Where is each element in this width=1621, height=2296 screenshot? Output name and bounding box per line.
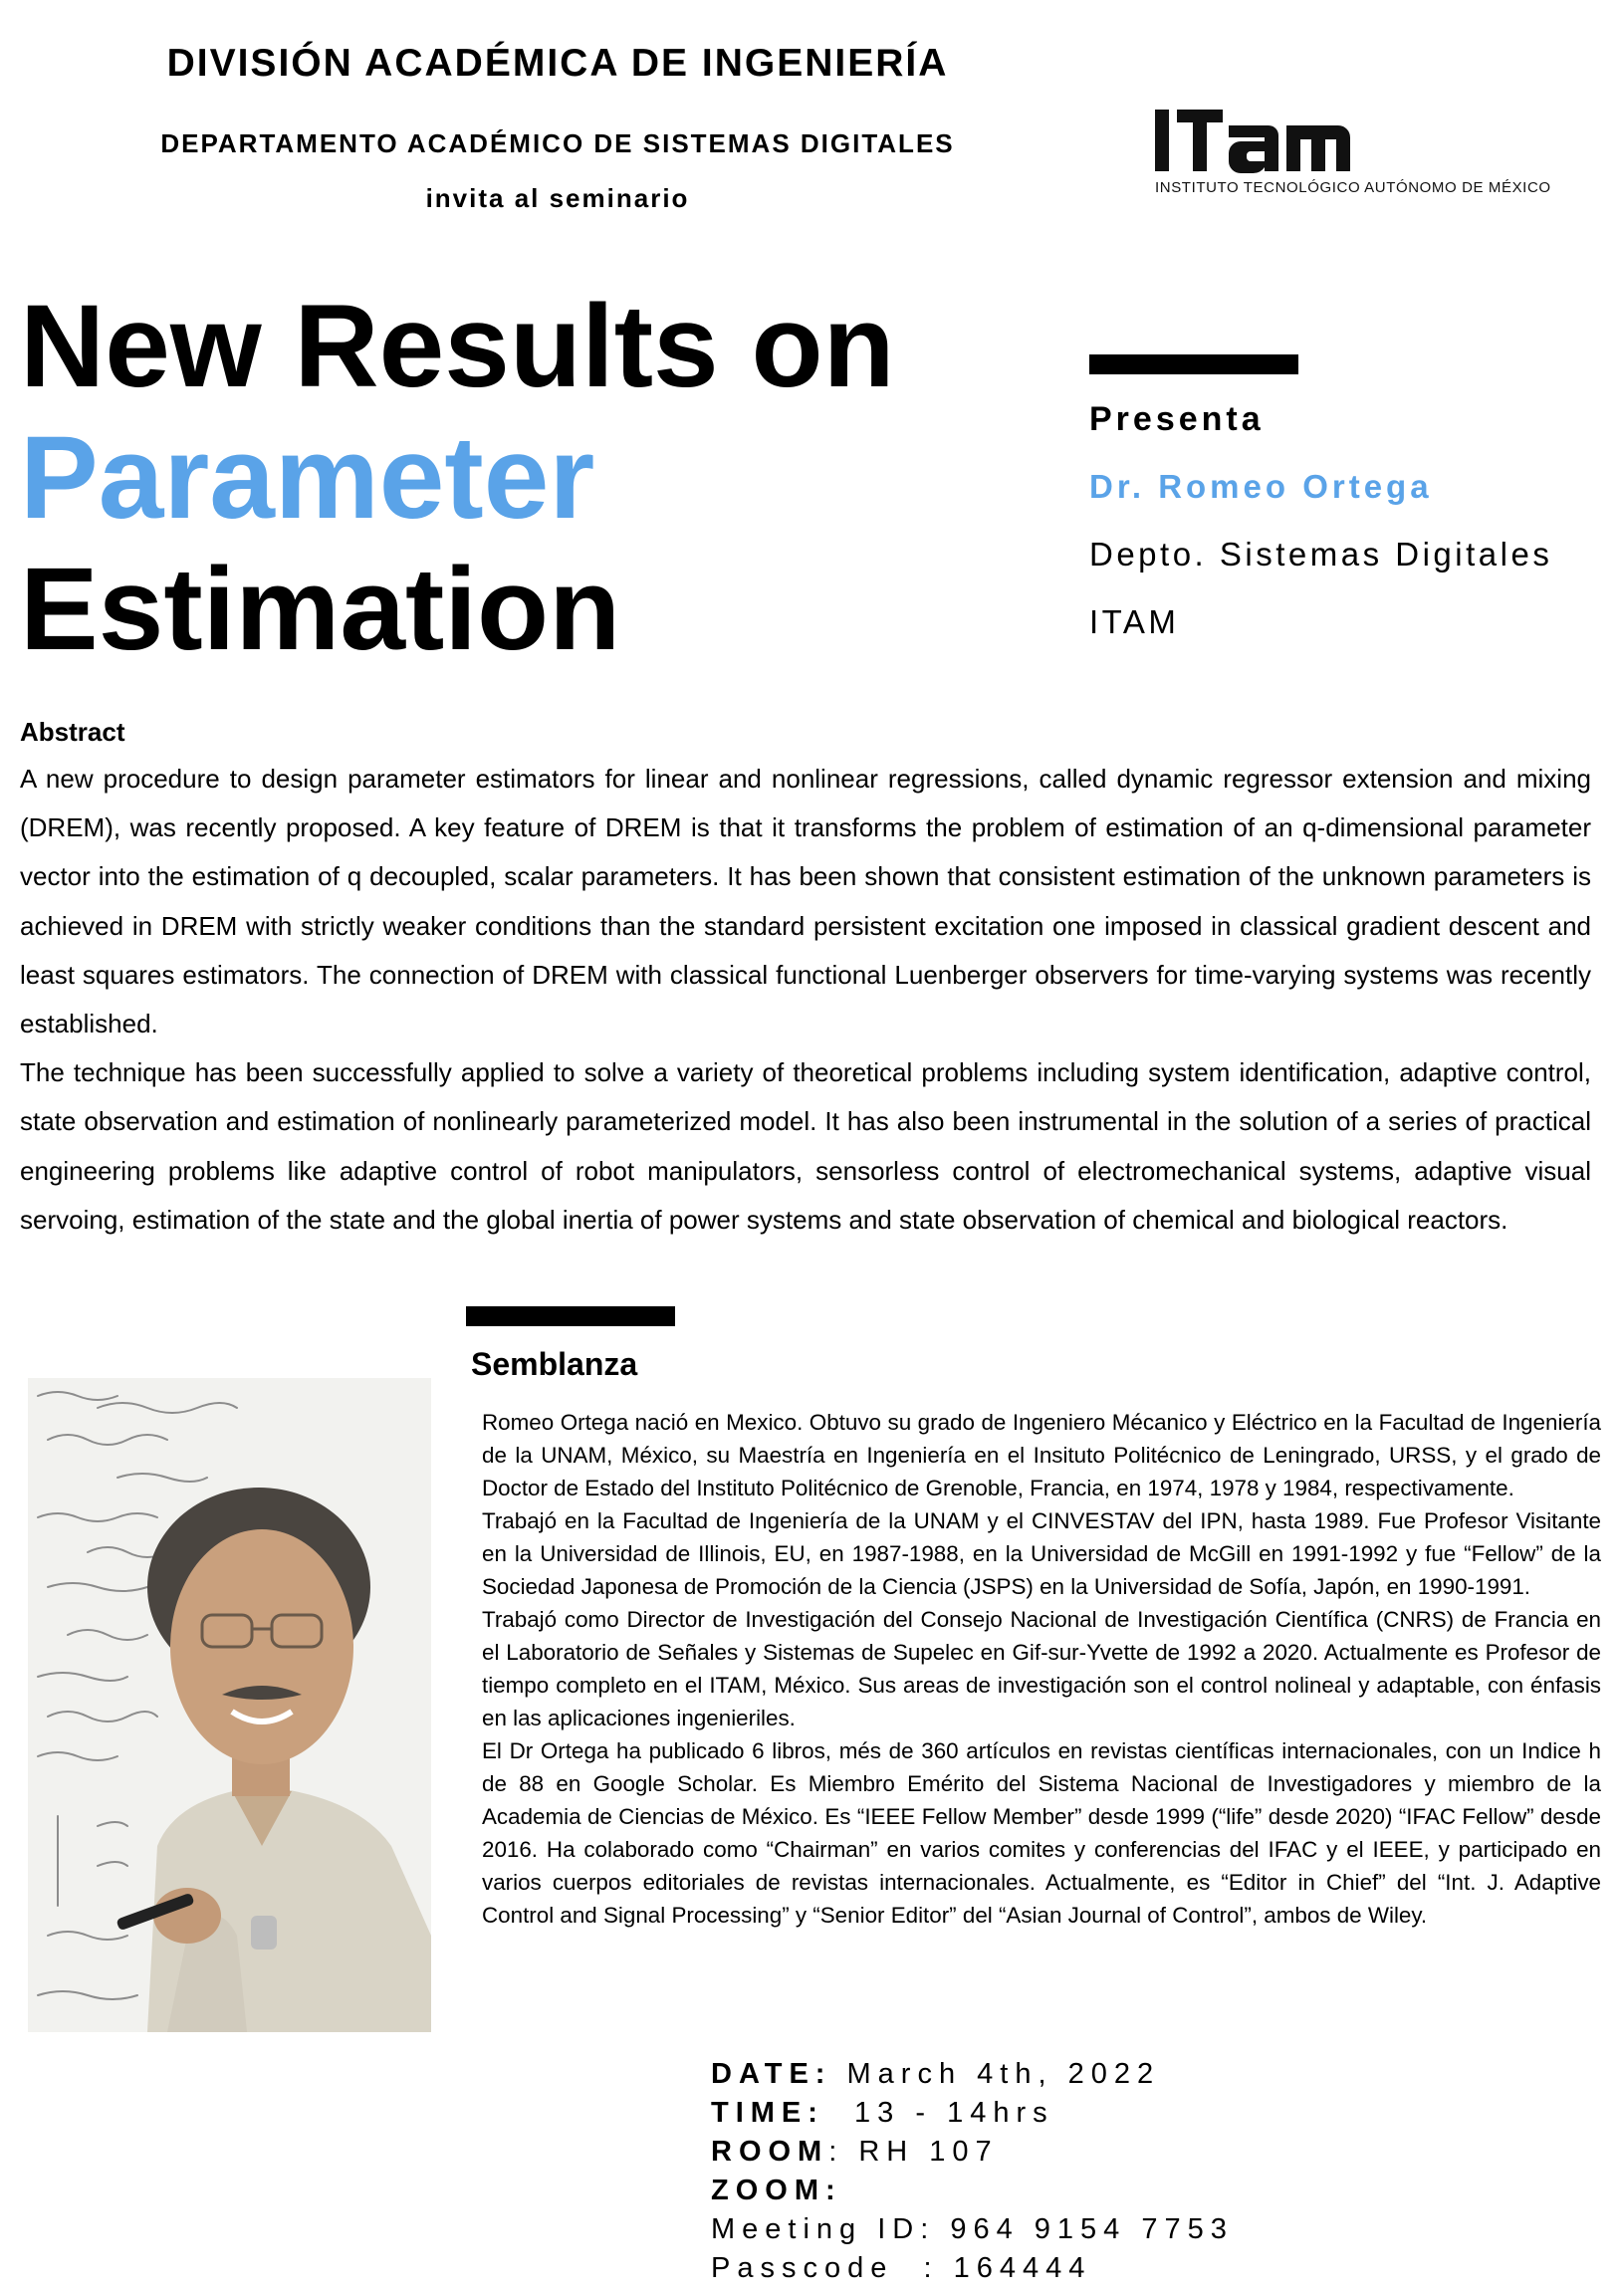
passcode: Passcode : 164444 xyxy=(711,2252,1092,2284)
presenter-photo xyxy=(28,1378,431,2032)
division-heading: DIVISIÓN ACADÉMICA DE INGENIERÍA xyxy=(166,42,949,85)
zoom-row xyxy=(711,2172,1234,2210)
abstract-heading: Abstract xyxy=(20,717,125,747)
time-label: TIME: xyxy=(711,2097,824,2129)
presenter-department: Depto. Sistemas Digitales xyxy=(1089,536,1553,573)
seminar-title xyxy=(20,281,895,675)
semblanza-paragraph: Trabajó como Director de Investigación del Consejo Nacional de Investigación Científica (CNRS) de Francia en el Laboratorio de Señales y Sistemas de Supelec en Gif-sur-Yvette de 1992 a 2020. Actualmente es Profesor de tiempo completo en el ITAM, México. Sus areas de investigación son el control nolineal y adaptable, con énfasis en las aplicaciones ingenieriles. xyxy=(482,1607,1601,1730)
title-line-1: New Results on xyxy=(20,281,895,412)
semblanza-heading: Semblanza xyxy=(471,1346,638,1382)
presenter-name: Dr. Romeo Ortega xyxy=(1089,468,1433,505)
invite-text: invita al seminario xyxy=(425,183,690,213)
semblanza-body xyxy=(482,1406,1601,1932)
abstract-paragraph: The technique has been successfully applied to solve a variety of theoretical problems including system identification, adaptive control, state observation and estimation of nonlinearly parameterized model. It has also been instrumental in the solution of a series of practical engineering problems like adaptive control of robot manipulators, sensorless control of electromechanical systems, adaptive visual servoing, estimation of the state and the global inertia of power systems and state observation of chemical and biological reactors. xyxy=(20,1057,1591,1235)
semblanza-paragraph: Romeo Ortega nació en Mexico. Obtuvo su grado de Ingeniero Mécanico y Eléctrico en la Facultad de Ingeniería de la UNAM, México, su Maestría en Ingeniería en el Insituto Politécnico de Leningrado, URSS, y el grado de Doctor de Estado del Instituto Politécnico de Grenoble, Francia, en 1974, 1978 y 1984, respectivamente. xyxy=(482,1410,1601,1500)
itam-wordmark-icon xyxy=(1155,108,1354,175)
date-label: DATE: xyxy=(711,2058,832,2090)
abstract-paragraph: A new procedure to design parameter estimators for linear and nonlinear regressions, called dynamic regressor extension and mixing (DREM), was recently proposed. A key feature of DREM is that it transforms the problem of estimation of an q-dimensional parameter vector into the estimation of q decoupled, scalar parameters. It has been shown that consistent estimation of the unknown parameters is achieved in DREM with strictly weaker conditions than the standard persistent excitation one imposed in classical gradient descent and least squares estimators. The connection of DREM with classical functional Luenberger observers for time-varying systems was recently established. xyxy=(20,764,1591,1039)
room-label: ROOM xyxy=(711,2136,829,2168)
itam-logo xyxy=(1155,108,1573,196)
presenter-divider-bar xyxy=(1089,354,1298,374)
time-row xyxy=(711,2094,1234,2133)
title-line-3: Estimation xyxy=(20,544,621,675)
room-row xyxy=(711,2133,1234,2172)
meeting-id: Meeting ID: 964 9154 7753 xyxy=(711,2213,1234,2245)
event-details xyxy=(711,2055,1234,2288)
room-value: : RH 107 xyxy=(828,2136,999,2168)
logo-subtitle: INSTITUTO TECNOLÓGICO AUTÓNOMO DE MÉXICO xyxy=(1155,179,1551,196)
semblanza-divider-bar xyxy=(466,1306,675,1326)
semblanza-paragraph: Trabajó en la Facultad de Ingeniería de la UNAM y el CINVESTAV del IPN, hasta 1989. Fue Profesor Visitante en la Universidad de Illinois, EU, en 1987-1988, en la Universidad de McGill en 1991-1992 y fue “Fellow” de la Sociedad Japonesa de Promoción de la Ciencia (JSPS) en la Universidad de Sofía, Japón, en 1990-1991. xyxy=(482,1508,1601,1599)
presenter-label: Presenta xyxy=(1089,400,1265,438)
zoom-label: ZOOM: xyxy=(711,2175,842,2206)
date-value: March 4th, 2022 xyxy=(831,2058,1161,2090)
date-row xyxy=(711,2055,1234,2094)
whiteboard-portrait-icon xyxy=(28,1378,431,2032)
abstract-body xyxy=(20,755,1591,1245)
title-line-2: Parameter xyxy=(20,412,595,544)
time-value: 13 - 14hrs xyxy=(823,2097,1054,2129)
department-heading: DEPARTAMENTO ACADÉMICO DE SISTEMAS DIGITALES xyxy=(160,128,955,158)
presenter-institution: ITAM xyxy=(1089,603,1180,640)
semblanza-paragraph: El Dr Ortega ha publicado 6 libros, més de 360 artículos en revistas científicas internacionales, con un Indice h de 88 en Google Scholar. Es Miembro Emérito del Sistema Nacional de Investigadores y miembro de la Academia de Ciencias de México. Es “IEEE Fellow Member” desde 1999 (“life” desde 2020) “IFAC Fellow” desde 2016. Ha colaborado como “Chairman” en varios comites y conferencias del IFAC y el IEEE, y participado en varios cuerpos editoriales de revistas internacionales. Actualmente, es “Editor in Chief” del “Int. J. Adaptive Control and Signal Processing” y “Senior Editor” del “Asian Journal of Control”, ambos de Wiley. xyxy=(482,1738,1601,1928)
